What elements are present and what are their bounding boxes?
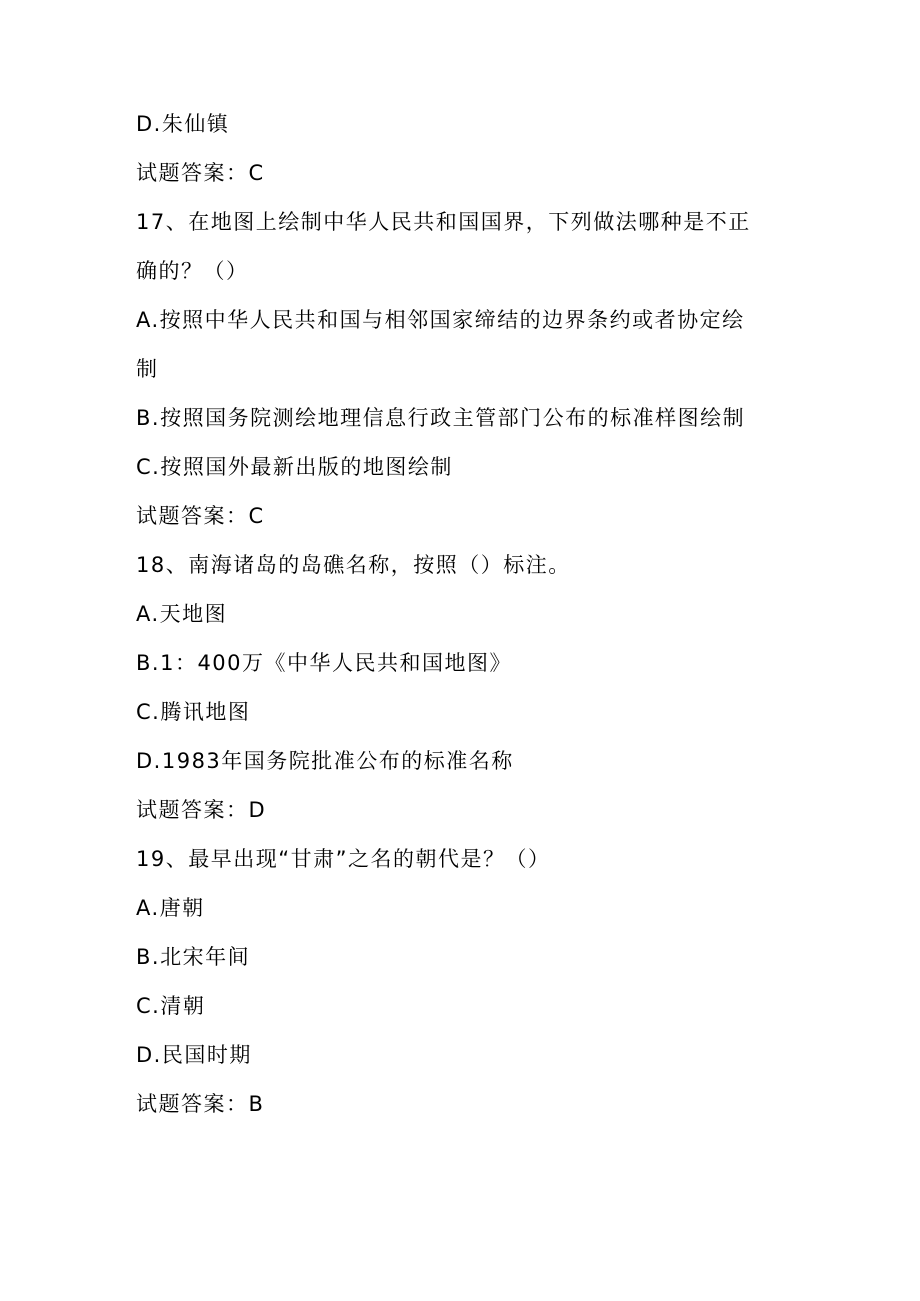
answer-q17: 试题答案：C (136, 504, 265, 528)
document-body (136, 103, 776, 1132)
option-a-q18: A.天地图 (136, 602, 228, 626)
option-d-q19: D.民国时期 (136, 1043, 252, 1067)
question-17-line-2: 确的？（） (136, 259, 249, 283)
option-c-q19: C.清朝 (136, 994, 206, 1018)
answer-q18: 试题答案：D (136, 798, 267, 822)
option-d-q16: D.朱仙镇 (136, 112, 230, 136)
option-c-q18: C.腾讯地图 (136, 700, 251, 724)
question-19: 19、最早出现“甘肃”之名的朝代是？（） (136, 847, 551, 871)
option-b-q17: B.按照国务院测绘地理信息行政主管部门公布的标准样图绘制 (136, 406, 746, 430)
question-17-line-1: 17、在地图上绘制中华人民共和国国界，下列做法哪种是不正 (136, 210, 751, 234)
answer-q16: 试题答案：C (136, 161, 265, 185)
option-d-q18: D.1983年国务院批准公布的标准名称 (136, 749, 514, 773)
option-c-q17: C.按照国外最新出版的地图绘制 (136, 455, 453, 479)
option-b-q18: B.1：400万《中华人民共和国地图》 (136, 651, 513, 675)
option-b-q19: B.北宋年间 (136, 945, 251, 969)
answer-q19: 试题答案：B (136, 1092, 265, 1116)
option-a-q19: A.唐朝 (136, 896, 205, 920)
question-18: 18、南海诸岛的岛礁名称，按照（）标注。 (136, 553, 571, 577)
option-a-q17-line-1: A.按照中华人民共和国与相邻国家缔结的边界条约或者协定绘 (136, 308, 745, 332)
option-a-q17-line-2: 制 (136, 357, 159, 381)
